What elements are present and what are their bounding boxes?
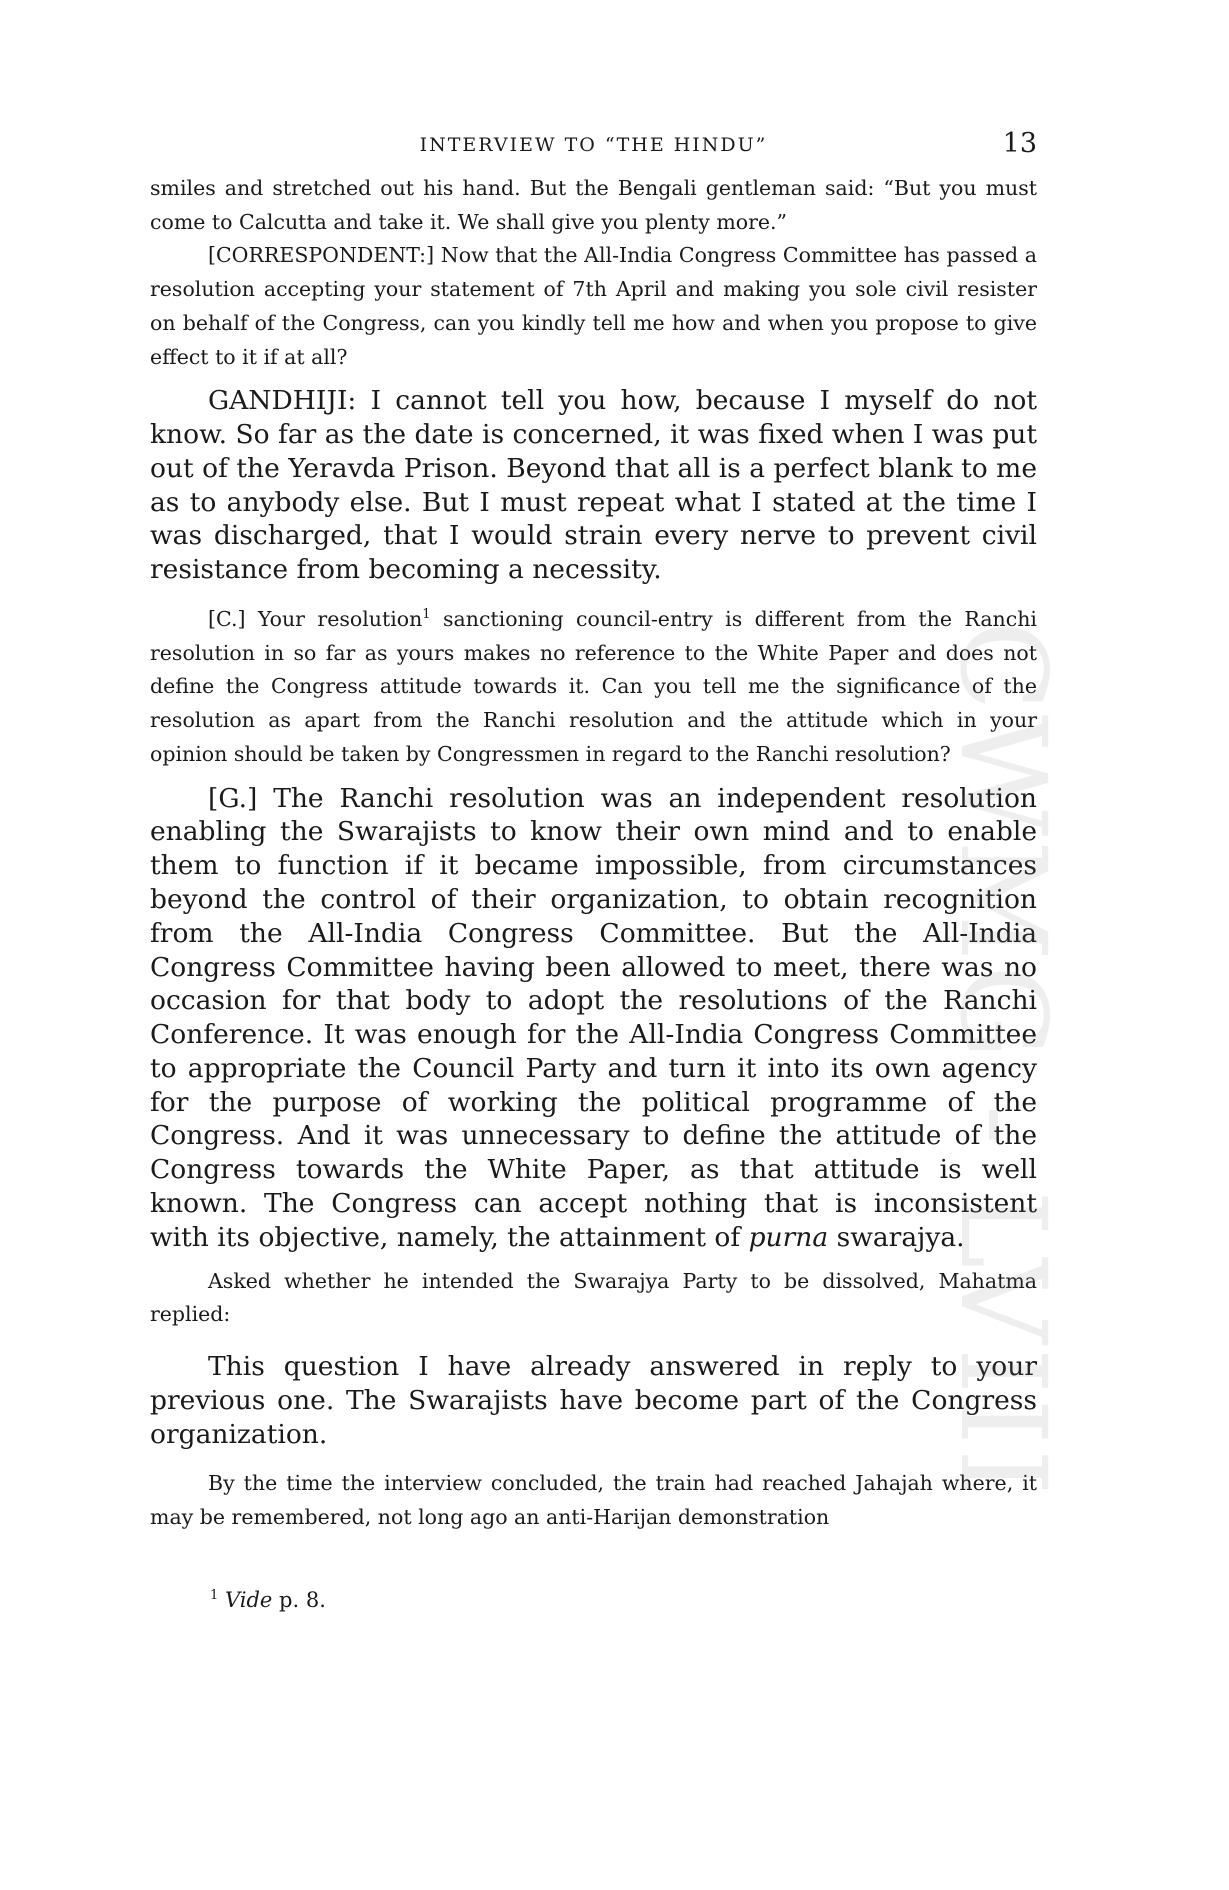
speaker-label: GANDHIJI: [208,385,357,417]
correspondent-question-2 [150,603,1037,772]
page-body [150,128,1037,1615]
speaker-label: [G.] [208,782,258,814]
answer-text: The Ranchi resolution was an independent resolution enabling the Swarajists to know their own mind and to enable them to function if it became impossible, from circumstances beyond the control of their organization, to obtain recognition from the All-India Congress Committee. But the All-India Congress Committee having been allowed to meet, there was no occasion for that body to adopt the resolutions of the Ranchi Conference. It was enough for the All-India Congress Committee to appropriate the Council Party and turn it into its own agency for the purpose of working the political programme of the Congress. And it was unnecessary to define the attitude of the Congress towards the White Paper, as that attitude is well known. The Congress can accept nothing that is inconsistent with its objective, namely, the attainment of [150,782,1037,1253]
footnote-reference: 1 [422,607,431,622]
correspondent-question-1 [150,239,1037,374]
speaker-label: [C.] [208,607,246,631]
answer-text-end: swarajya. [828,1221,965,1253]
gandhiji-answer-1 [150,384,1037,587]
footnote-mark: 1 [210,1587,219,1603]
question-text: Now that the All-India Congress Committee has passed a resolution accepting your statement of 7th April and making you sole civil resister on behalf of the Congress, can you kindly tell me how and when you propose to give effect to it if at all? [150,243,1037,369]
running-head [150,128,1037,164]
narration-paragraph: Asked whether he intended the Swarajya Party to be dissolved, Mahatma replied: [150,1268,1037,1327]
page-number: 13 [1002,128,1037,159]
narration-paragraph: By the time the interview concluded, the train had reached Jahajah where, it may be remembered, not long ago an anti-Harijan demonstration [150,1471,1037,1530]
running-title: INTERVIEW TO “THE HINDU” [419,134,768,156]
gandhiji-answer-2 [150,782,1037,1255]
speaker-label: [CORRESPONDENT:] [208,243,435,268]
question-text: Your resolution [245,607,423,631]
paragraph-continuation: smiles and stretched out his hand. But the Bengali gentleman said: “But you must come to Calcutta and take it. We shall give you plenty more.” [150,176,1037,234]
footnote-text: p. 8. [272,1587,326,1612]
footnote [150,1585,1037,1615]
gandhiji-answer-3: This question I have already answered in reply to your previous one. The Swarajists have become part of the Congress organization. [150,1351,1037,1450]
watermark: CWMG - LVIII [934,620,1072,1500]
question-text-cont: sanctioning council-entry is different from the Ranchi resolution in so far as yours makes no reference to the White Paper and does not define the Congress attitude towards it. Can you tell me the significance of the resolution as apart from the Ranchi resolution and the attitude which in your opinion should be taken by Congressmen in regard to the Ranchi resolution? [150,607,1037,766]
answer-text: I cannot tell you how, because I myself do not know. So far as the date is concerned, it was fixed when I was put out of the Yeravda Prison. Beyond that all is a perfect blank to me as to anybody else. But I must repeat what I stated at the time I was discharged, that I would strain every nerve to prevent civil resistance from becoming a necessity. [150,385,1037,586]
footnote-italic: Vide [224,1587,273,1612]
italic-term: purna [748,1221,829,1253]
